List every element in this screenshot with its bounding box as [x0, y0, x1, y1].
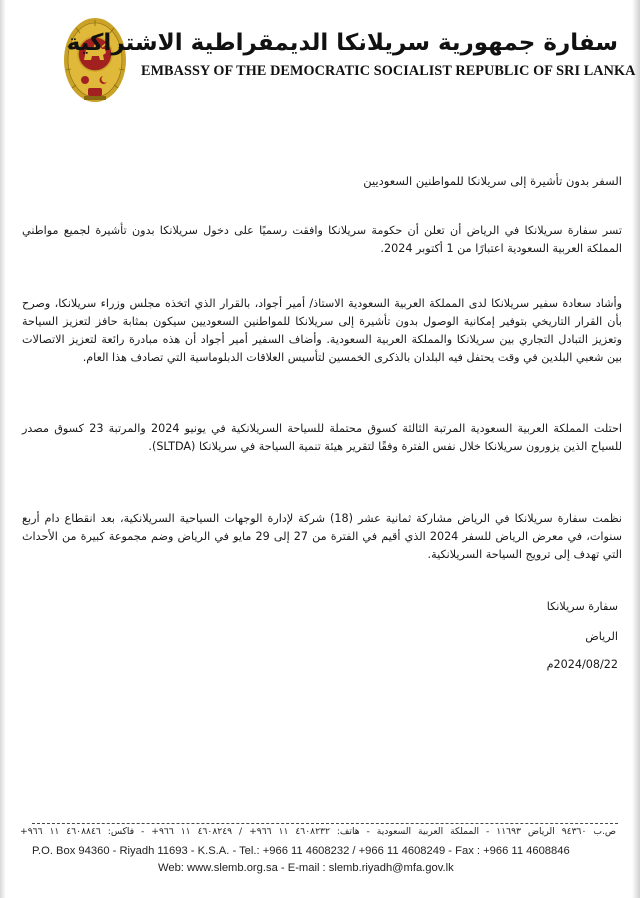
- letterhead-title-ar: سفارة جمهورية سريلانكا الديمقراطية الاشتراكية: [66, 30, 618, 56]
- signature-city: الرياض: [585, 630, 618, 643]
- page-shadow-right: [632, 0, 640, 898]
- sri-lanka-emblem-icon: [62, 14, 128, 106]
- page-shadow-left: [0, 0, 6, 898]
- letter-paragraph-1: تسر سفارة سريلانكا في الرياض أن تعلن أن حكومة سريلانكا وافقت رسميًا على دخول سريلانكا بدون تأشيرة لجميع مواطني المملكة العربية السعودية اعتبارًا من 1 أكتوبر 2024.: [22, 224, 622, 255]
- letterhead-title-en: EMBASSY OF THE DEMOCRATIC SOCIALIST REPUBLIC OF SRI LANKA: [141, 63, 636, 79]
- footer-divider: [32, 823, 618, 824]
- letter-paragraph-4: نظمت سفارة سريلانكا في الرياض مشاركة ثمانية عشر (18) شركة لإدارة الوجهات السياحية السريلانكية، بعد انقطاع دام أربع سنوات، في معرض الرياض للسفر 2024 الذي أقيم في الفترة من 27 إلى 29 مايو في الرياض وضم مجموعة كبيرة من الأحداث التي تهدف إلى ترويج السياحة السريلانكية.: [22, 512, 622, 561]
- letter-paragraph-3: احتلت المملكة العربية السعودية المرتبة الثالثة كسوق محتملة للسياحة السريلانكية في يونيو 2024 والمرتبة 23 كسوق مصدر للسياح الذين يزورون سريلانكا خلال نفس الفترة وفقًا لتقرير هيئة تنمية السياحة في سريلانكا (SLTDA).: [22, 422, 622, 453]
- signature-date: 2024/08/22م: [546, 658, 618, 671]
- footer-address-en: P.O. Box 94360 - Riyadh 11693 - K.S.A. - Tel.: +966 11 4608232 / +966 11 4608249 - Fax : +966 11 4608846: [32, 845, 570, 857]
- letter-subject: السفر بدون تأشيرة إلى سريلانكا للمواطنين السعوديين: [363, 174, 622, 188]
- signature-organization: سفارة سريلانكا: [546, 600, 618, 613]
- letter-paragraph-2: وأشاد سعادة سفير سريلانكا لدى المملكة العربية السعودية الاستاذ/ أمير أجواد، بالقرار الذي اتخذه مجلس وزراء سريلانكا، وصرح بأن القرار التاريخي بتوفير إمكانية الوصول بدون تأشيرة إلى سريلانكا للمواطنين السعوديين سيكون بمثابة حافز لتعزيز السياحة وتعزيز التبادل التجاري بين سريلانكا والمملكة العربية السعودية. وأضاف السفير أمير أجواد أن هذه مبادرة رائعة لتعزيز الاتصالات بين شعبي البلدين في وقت يحتفل فيه البلدان بالذكرى الخمسين لتأسيس العلاقات الدبلوماسية التي تصادف هذا العام.: [22, 297, 622, 364]
- footer-web-email: Web: www.slemb.org.sa - E-mail : slemb.riyadh@mfa.gov.lk: [158, 862, 454, 874]
- footer-address-ar: ص.ب ٩٤٣٦٠ الرياض ١١٦٩٣ - المملكة العربية السعودية - هاتف: ٤٦٠٨٢٣٢ ١١ ٩٦٦+ / ٤٦٠٨٢٤٩ ١١ ٩٦٦+ - فاكس: ٤٦٠٨٨٤٦ ١١ ٩٦٦+: [20, 826, 617, 837]
